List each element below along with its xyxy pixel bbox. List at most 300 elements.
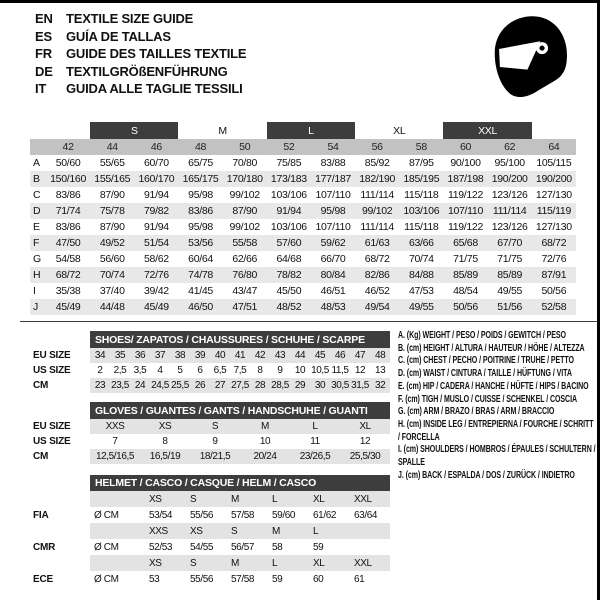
language-row-fr: [35, 45, 246, 63]
size-group-s: S: [90, 122, 178, 139]
measure-value: 65/75: [188, 157, 213, 169]
measure-value: 45/50: [276, 285, 302, 297]
language-label: GUIDE DES TAILLES TEXTILE: [66, 46, 247, 61]
legend-item-b: B. (cm) HEIGHT / ALTURA / HAUTEUR / HÖHE / ALTEZZA: [398, 342, 585, 354]
size-group-l: L: [267, 122, 355, 139]
size-value: 31,5: [351, 380, 369, 391]
size-value: XXS: [90, 419, 140, 434]
size-value: 61: [354, 573, 365, 585]
measure-value: 68/72: [532, 235, 576, 251]
size-column-header: 58: [399, 139, 443, 155]
measure-value: 46/52: [364, 285, 390, 297]
measure-value: 52/58: [532, 299, 576, 315]
size-value: 34: [90, 348, 110, 363]
language-label: TEXTILGRÖßENFÜHRUNG: [66, 63, 228, 79]
row-label: CM: [33, 449, 90, 464]
size-value: 5: [177, 365, 183, 376]
size-value: M: [227, 491, 268, 507]
row-letter: H: [30, 267, 46, 283]
measure-row-f: [30, 235, 576, 251]
measure-value: 87/91: [532, 267, 576, 283]
size-value: XXS: [145, 523, 186, 539]
size-value: [90, 491, 145, 507]
size-value: 35: [110, 348, 130, 363]
row-letter: E: [33, 221, 40, 233]
helmet-table: [33, 475, 390, 587]
measurement-legend: [398, 330, 597, 482]
language-code: DE: [35, 63, 53, 79]
measure-value: 75/85: [276, 157, 302, 169]
measure-value: 39/42: [144, 285, 169, 297]
row-letter: F: [30, 235, 46, 251]
size-value: M: [268, 523, 309, 539]
measure-value: 103/106: [270, 221, 307, 233]
measure-value: 55/58: [223, 235, 267, 251]
measure-value: 50/56: [443, 299, 487, 315]
size-value: XXL: [350, 491, 390, 507]
size-value: 46: [330, 348, 350, 363]
measure-value: 68/72: [46, 267, 90, 283]
size-value: 10: [294, 365, 306, 376]
size-value: 39: [190, 348, 210, 363]
measure-row-g: [30, 251, 576, 267]
size-value: 59: [313, 541, 324, 553]
size-value: 10,5: [311, 365, 329, 376]
row-letter: C: [33, 189, 41, 201]
size-value: 6: [197, 365, 203, 376]
size-value: 43: [270, 348, 290, 363]
size-value: 6,5: [213, 365, 227, 376]
size-row: [33, 378, 390, 393]
measure-value: 35/38: [55, 285, 81, 297]
section-title: HELMET / CASCO / CASQUE / HELM / CASCO: [90, 475, 390, 491]
size-value: 8: [257, 365, 263, 376]
measure-value: 48/53: [311, 299, 355, 315]
language-row-en: [35, 10, 246, 28]
size-value: Ø CM: [94, 509, 119, 521]
measure-value: 87/90: [223, 203, 267, 219]
size-column-header: 44: [90, 139, 134, 155]
measure-row-i: [30, 283, 576, 299]
size-value: 47: [350, 348, 370, 363]
size-value: 36: [130, 348, 150, 363]
row-label: CMR: [33, 539, 90, 555]
measure-value: 70/80: [232, 157, 258, 169]
size-value: 59/60: [272, 509, 296, 521]
size-value: 24,5: [151, 380, 169, 391]
size-value: 2,5: [113, 365, 127, 376]
measure-value: 44/48: [90, 299, 134, 315]
measure-value: 60/64: [188, 253, 213, 265]
size-column-header: 52: [267, 139, 311, 155]
size-value: 52/53: [149, 541, 173, 553]
section-label-spacer: [33, 331, 90, 348]
measure-value: 91/94: [144, 189, 169, 201]
measure-value: 53/56: [178, 235, 222, 251]
size-column-header: 54: [311, 139, 355, 155]
measure-value: 46/50: [178, 299, 222, 315]
measure-value: 115/119: [532, 203, 576, 219]
row-label: EU SIZE: [33, 348, 90, 363]
measure-row-d: [30, 203, 576, 219]
legend-item-i: I. (cm) SHOULDERS / HOMBROS / ÉPAULES / SCHULTERN / SPALLE: [398, 444, 596, 469]
size-number-row: [30, 139, 576, 155]
size-group-xxl: XXL: [443, 122, 531, 139]
measure-value: 95/100: [494, 157, 525, 169]
measure-value: 46/51: [320, 285, 346, 297]
row-letter: B: [30, 171, 46, 187]
legend-item-c: C. (cm) CHEST / PECHO / POITRINE / TRUHE / PETTO: [398, 355, 574, 367]
size-value: 57/58: [231, 573, 255, 585]
size-group-xl: XL: [393, 124, 406, 137]
measure-value: 99/102: [355, 203, 399, 219]
row-label: [33, 491, 90, 507]
size-value: 25,5: [171, 380, 189, 391]
size-value: S: [186, 491, 227, 507]
size-value: 9: [277, 365, 283, 376]
measure-value: 127/130: [535, 221, 572, 233]
measure-row-a: [30, 155, 576, 171]
measure-value: 119/122: [447, 221, 484, 233]
size-value: 57/58: [231, 509, 255, 521]
corner-cell: [30, 122, 46, 139]
size-row: [33, 523, 390, 539]
language-label: GUÍA DE TALLAS: [66, 28, 171, 44]
measure-value: 105/115: [536, 157, 572, 169]
measure-value: 51/56: [488, 299, 532, 315]
size-value: 55/56: [190, 509, 214, 521]
measure-value: 57/60: [267, 235, 311, 251]
measure-value: 87/95: [408, 157, 434, 169]
size-value: 40: [210, 348, 230, 363]
measure-value: 103/106: [270, 189, 307, 201]
language-code: IT: [35, 81, 47, 96]
measure-value: 71/75: [497, 253, 523, 265]
measure-value: 64/68: [276, 253, 302, 265]
size-value: 59: [272, 573, 283, 585]
measure-row-e: [30, 219, 576, 235]
measure-value: 173/183: [267, 171, 311, 187]
size-value: 7,5: [233, 365, 247, 376]
size-value: 56/57: [231, 541, 255, 553]
size-value: [350, 523, 390, 539]
textile-size-table: [30, 122, 576, 315]
measure-value: 107/110: [315, 221, 351, 233]
size-value: [90, 523, 145, 539]
measure-value: 70/74: [90, 267, 134, 283]
section-title: SHOES/ ZAPATOS / CHAUSSURES / SCHUHE / SCARPE: [90, 331, 390, 348]
row-letter: D: [30, 203, 46, 219]
measure-value: 67/70: [488, 235, 532, 251]
size-value: 7: [112, 436, 118, 447]
size-value: 4: [157, 365, 163, 376]
size-value: 11: [310, 436, 320, 447]
measure-value: 79/82: [134, 203, 178, 219]
row-label: US SIZE: [33, 363, 90, 378]
size-column-header: 64: [532, 139, 576, 155]
size-row: [33, 539, 390, 555]
measure-value: 107/110: [443, 203, 487, 219]
measure-value: 82/86: [355, 267, 399, 283]
legend-item-j: J. (cm) BACK / ESPALDA / DOS / ZURÜCK / INDIETRO: [398, 469, 575, 481]
gloves-table: [33, 402, 390, 464]
size-row: [33, 434, 390, 449]
measure-value: 80/84: [311, 267, 355, 283]
legend-item-e: E. (cm) HIP / CADERA / HANCHE / HÜFTE / HIPS / BACINO: [398, 380, 589, 392]
legend-item-a: A. (Kg) WEIGHT / PESO / POIDS / GEWITCH / PESO: [398, 330, 566, 341]
language-label: GUIDA ALLE TAGLIE TESSILI: [66, 81, 243, 96]
racing-helmet-icon: [487, 12, 573, 110]
language-row-es: [35, 28, 246, 46]
size-value: XL: [340, 419, 390, 434]
size-value: XL: [309, 491, 350, 507]
textile-table-body: [30, 155, 576, 315]
size-value: XS: [145, 491, 186, 507]
measure-value: 50/56: [541, 285, 567, 297]
size-value: L: [309, 523, 350, 539]
measure-value: 127/130: [535, 189, 572, 201]
size-value: 61/62: [313, 509, 337, 521]
row-label: FIA: [33, 507, 90, 523]
measure-value: 123/126: [491, 221, 528, 233]
measure-value: 66/70: [320, 253, 346, 265]
measure-value: 58/62: [144, 253, 169, 265]
size-value: [90, 555, 145, 571]
size-value: XS: [140, 419, 190, 434]
measure-value: 190/200: [532, 171, 576, 187]
measure-value: 55/65: [99, 157, 125, 169]
size-value: 25,5/30: [340, 449, 390, 464]
measure-value: 70/74: [408, 253, 434, 265]
size-value: 27,5: [231, 380, 249, 391]
measure-value: 190/200: [488, 171, 532, 187]
size-value: 63/64: [354, 509, 378, 521]
measure-value: 170/180: [223, 171, 267, 187]
row-label: ECE: [33, 571, 90, 587]
shoes-table: [33, 331, 390, 393]
measure-value: 60/70: [144, 157, 169, 169]
measure-value: 83/86: [178, 203, 222, 219]
size-value: 3,5: [133, 365, 147, 376]
size-value: XS: [186, 523, 227, 539]
measure-row-j: [30, 299, 576, 315]
measure-row-c: [30, 187, 576, 203]
size-column-header: 62: [488, 139, 532, 155]
measure-value: 111/114: [360, 221, 394, 233]
size-row: [33, 449, 390, 464]
size-value: 58: [272, 541, 283, 553]
section-label-spacer: [33, 402, 90, 419]
legend-item-f: F. (cm) TIGH / MUSLO / CUISSE / SCHENKEL / COSCIA: [398, 393, 577, 405]
size-value: 29: [290, 378, 310, 393]
size-value: 37: [150, 348, 170, 363]
size-value: [350, 539, 390, 555]
size-value: 32: [370, 378, 390, 393]
size-value: 8: [162, 436, 168, 447]
measure-value: 47/51: [223, 299, 267, 315]
size-value: 18/21,5: [190, 449, 240, 464]
measure-value: 84/88: [399, 267, 443, 283]
measure-value: 111/114: [360, 189, 394, 201]
measure-value: 75/78: [90, 203, 134, 219]
size-row: [33, 571, 390, 587]
size-value: 44: [290, 348, 310, 363]
size-value: 30,5: [331, 380, 349, 391]
row-label: [33, 523, 90, 539]
measure-row-b: [30, 171, 576, 187]
size-group-spacer: [532, 122, 576, 139]
size-value: 53: [149, 573, 160, 585]
section-title: GLOVES / GUANTES / GANTS / HANDSCHUHE / GUANTI: [90, 402, 390, 419]
size-column-header: 60: [443, 139, 487, 155]
row-label: EU SIZE: [33, 419, 90, 434]
size-value: 24: [130, 378, 150, 393]
measure-value: 71/75: [453, 253, 478, 265]
size-column-header: 48: [178, 139, 222, 155]
measure-value: 85/89: [443, 267, 487, 283]
section-header-row: [33, 331, 390, 348]
size-value: L: [268, 555, 309, 571]
row-label: [33, 555, 90, 571]
size-value: L: [290, 419, 340, 434]
size-value: 28,5: [271, 380, 289, 391]
size-row: [33, 363, 390, 378]
measure-value: 87/90: [99, 189, 125, 201]
measure-value: 61/63: [355, 235, 399, 251]
size-value: 23/26,5: [290, 449, 340, 464]
measure-value: 48/54: [453, 285, 478, 297]
size-value: 41: [230, 348, 250, 363]
measure-value: 185/195: [399, 171, 443, 187]
row-letter: I: [33, 285, 36, 297]
size-value: 30: [310, 378, 330, 393]
section-divider-line: [20, 321, 597, 322]
size-value: 23: [90, 378, 110, 393]
size-value: 26: [190, 378, 210, 393]
measure-value: 103/106: [399, 203, 443, 219]
measure-value: 78/82: [267, 267, 311, 283]
measure-value: 65/68: [443, 235, 487, 251]
row-letter: J: [30, 299, 46, 315]
measure-value: 160/170: [134, 171, 178, 187]
measure-value: 76/80: [223, 267, 267, 283]
measure-value: 47/50: [46, 235, 90, 251]
size-value: 27: [210, 378, 230, 393]
measure-value: 90/100: [450, 157, 481, 169]
language-label: TEXTILE SIZE GUIDE: [66, 11, 194, 26]
measure-value: 72/76: [541, 253, 567, 265]
measure-value: 56/60: [99, 253, 125, 265]
size-value: S: [186, 555, 227, 571]
measure-value: 115/118: [404, 221, 439, 233]
measure-value: 41/45: [188, 285, 213, 297]
measure-value: 51/54: [134, 235, 178, 251]
measure-value: 47/53: [408, 285, 434, 297]
measure-value: 85/89: [488, 267, 532, 283]
size-value: 23,5: [111, 380, 129, 391]
size-row: [33, 419, 390, 434]
size-value: 48: [370, 348, 390, 363]
legend-item-g: G. (cm) ARM / BRAZO / BRAS / ARM / BRACCIO: [398, 406, 555, 418]
measure-value: 83/86: [55, 221, 81, 233]
size-column-header: 42: [46, 139, 90, 155]
size-value: XS: [145, 555, 186, 571]
measure-value: 43/47: [232, 285, 258, 297]
measure-row-h: [30, 267, 576, 283]
measure-value: 150/160: [46, 171, 90, 187]
size-column-header: 56: [355, 139, 399, 155]
measure-value: 95/98: [311, 203, 355, 219]
measure-value: 45/49: [134, 299, 178, 315]
measure-value: 91/94: [144, 221, 169, 233]
measure-value: 99/102: [229, 189, 260, 201]
language-code: ES: [35, 28, 52, 44]
measure-value: 71/74: [46, 203, 90, 219]
section-header-row: [33, 402, 390, 419]
size-row: [33, 348, 390, 363]
section-header-row: [33, 475, 390, 491]
size-value: S: [227, 523, 268, 539]
measure-value: 107/110: [315, 189, 351, 201]
language-code: EN: [35, 11, 53, 26]
measure-value: 50/60: [55, 157, 81, 169]
measure-value: 155/165: [90, 171, 134, 187]
measure-value: 83/86: [55, 189, 81, 201]
size-value: 2: [97, 365, 103, 376]
size-value: XXL: [350, 555, 390, 571]
size-value: 11,5: [331, 365, 349, 376]
measure-value: 182/190: [355, 171, 399, 187]
size-value: 42: [250, 348, 270, 363]
size-value: 53/54: [149, 509, 173, 521]
legend-item-h: H. (cm) INSIDE LEG / ENTREPIERNA / FOURCHE / SCHRITT / FORCELLA: [398, 418, 594, 443]
size-value: 60: [313, 573, 324, 585]
size-row: [33, 491, 390, 507]
size-row: [33, 507, 390, 523]
measure-value: 165/175: [178, 171, 222, 187]
row-label: CM: [33, 378, 90, 393]
measure-value: 49/55: [497, 285, 523, 297]
measure-value: 48/52: [267, 299, 311, 315]
size-row: [33, 555, 390, 571]
measure-value: 62/66: [232, 253, 258, 265]
size-value: 12,5/16,5: [90, 449, 140, 464]
size-value: 38: [170, 348, 190, 363]
size-group-spacer: [46, 122, 90, 139]
measure-value: 59/62: [311, 235, 355, 251]
measure-value: 45/49: [46, 299, 90, 315]
measure-value: 85/92: [364, 157, 390, 169]
language-code: FR: [35, 46, 52, 61]
row-label: US SIZE: [33, 434, 90, 449]
measure-value: 111/114: [488, 203, 532, 219]
size-value: 12: [354, 365, 366, 376]
measure-value: 95/98: [188, 221, 213, 233]
size-value: 12: [359, 436, 371, 447]
measure-value: 115/118: [404, 189, 439, 201]
measure-value: 123/126: [491, 189, 528, 201]
size-value: M: [227, 555, 268, 571]
row-letter: G: [33, 253, 41, 265]
size-value: XL: [309, 555, 350, 571]
measure-value: 72/76: [134, 267, 178, 283]
language-row-de: [35, 63, 246, 81]
legend-item-d: D. (cm) WAIST / CINTURA / TAILLE / HÜFTUNG / VITA: [398, 368, 572, 380]
measure-value: 99/102: [229, 221, 260, 233]
language-row-it: [35, 80, 246, 98]
size-column-header: 50: [223, 139, 267, 155]
corner-cell: [30, 139, 46, 155]
